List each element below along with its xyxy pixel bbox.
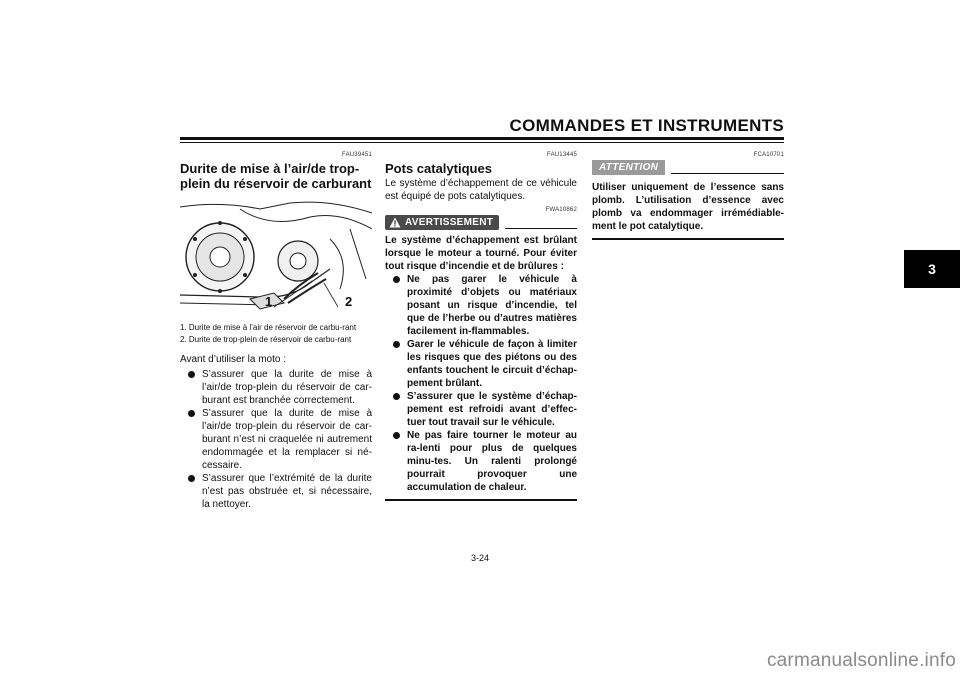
- attention-end-rule: [592, 238, 784, 240]
- attention-text: Utiliser uniquement de l’essence sans plomb. L’utilisation d’essence avec plomb va endommager irrémédiable-ment le pot catalytique.: [592, 182, 784, 232]
- warning-triangle-icon: [389, 217, 401, 228]
- warning-intro: Le système d’échappement est brûlant lorsque le moteur a tourné. Pour éviter tout risque d’incendie et de brûlures :: [385, 235, 577, 272]
- intro-text: Avant d’utiliser la moto :: [180, 354, 286, 365]
- header-rule: [180, 137, 784, 140]
- warning-end-rule: [385, 499, 577, 501]
- list-item: S’assurer que la durite de mise à l’air/de trop-plein du réservoir de car-burant n’est ni craquelée ni autrement endommagée et la remplacer si né-cessaire.: [180, 407, 372, 472]
- attention-header: [592, 160, 784, 175]
- warning-rule: [505, 228, 577, 230]
- column-2: [385, 152, 577, 501]
- warning-label: AVERTISSEMENT: [405, 217, 494, 228]
- intro-text: Le système d’échappement de ce véhicule est équipé de pots catalytiques.: [385, 178, 577, 202]
- list-item: S’assurer que le système d’échap-pement est refroidi avant d’effec-tuer tout travail sur le véhicule.: [385, 390, 577, 429]
- warning-code: FWA10862: [545, 207, 577, 213]
- chapter-tab[interactable]: 3: [904, 250, 960, 288]
- reference-code: FCA10701: [753, 152, 784, 158]
- list-item: S’assurer que l’extrémité de la durite n’est pas obstruée et, si nécessaire, la nettoyer.: [180, 472, 372, 511]
- warning-badge: [385, 215, 499, 230]
- column-1: [180, 152, 372, 511]
- page-header-title: COMMANDES ET INSTRUMENTS: [509, 116, 784, 135]
- figure-fuel-tank-hose: [180, 199, 372, 317]
- figure-caption: 2. Durite de trop-plein de réservoir de carbu-rant: [180, 335, 352, 344]
- attention-badge: ATTENTION: [592, 160, 665, 175]
- figure-callout-1: 1: [265, 294, 273, 309]
- list-item: S’assurer que la durite de mise à l’air/de trop-plein du réservoir de car-burant est branchée correctement.: [180, 368, 372, 407]
- warning-bullet-list: [385, 273, 577, 494]
- attention-rule: [671, 173, 784, 175]
- figure-callout-2: 2: [345, 294, 353, 309]
- reference-code: FAU39451: [342, 152, 372, 158]
- warning-header: [385, 215, 577, 230]
- engine-illustration: [180, 199, 372, 317]
- reference-code: FAU13445: [547, 152, 577, 158]
- list-item: Ne pas faire tourner le moteur au ra-lenti pour plus de quelques minu-tes. Un ralenti prolongé pourrait provoquer une accumulation de chaleur.: [385, 429, 577, 494]
- section-title: Durite de mise à l’air/de trop-plein du réservoir de carburant: [180, 161, 372, 191]
- figure-caption: 1. Durite de mise à l’air de réservoir de carbu-rant: [180, 323, 357, 332]
- bullet-list: [180, 368, 372, 511]
- column-3: [592, 152, 784, 240]
- page-number: 3-24: [470, 553, 489, 563]
- list-item: Garer le véhicule de façon à limiter les risques que des piétons ou des enfants touchent le circuit d’échap-pement brûlant.: [385, 338, 577, 390]
- header-rule-thin: [180, 142, 784, 143]
- list-item: Ne pas garer le véhicule à proximité d’objets ou matériaux posant un risque d’incendie, tel que de l’herbe ou d’autres matières facilement in-flammables.: [385, 273, 577, 338]
- figure-captions: [180, 323, 372, 345]
- section-title: Pots catalytiques: [385, 161, 492, 176]
- watermark: carmanualsonline.info: [766, 650, 956, 671]
